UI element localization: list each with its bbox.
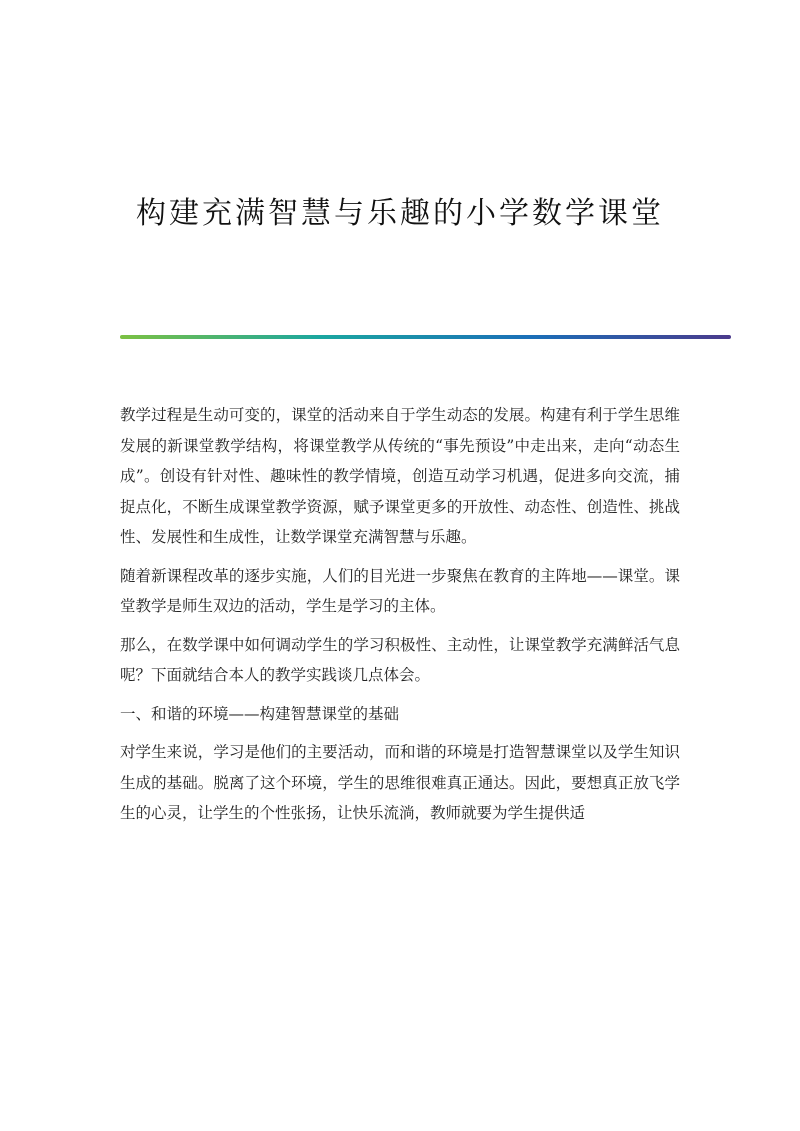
section-heading: 一、和谐的环境——构建智慧课堂的基础 [120, 704, 400, 723]
paragraph-question: 那么，在数学课中如何调动学生的学习积极性、主动性，让课堂教学充满鲜活气息呢？下面就结合本人的教学实践谈几点体会。 [120, 635, 680, 684]
document-title: 构建充满智慧与乐趣的小学数学课堂 [136, 196, 664, 231]
section-paragraph: 对学生来说，学习是他们的主要活动，而和谐的环境是打造智慧课堂以及学生知识生成的基础。脱离了这个环境，学生的思维很难真正通达。因此，要想真正放飞学生的心灵，让学生的个性张扬，让快乐流淌，教师就要为学生提供适 [120, 743, 680, 822]
title-divider [120, 335, 731, 339]
paragraph-curriculum-reform: 随着新课程改革的逐步实施，人们的目光进一步聚焦在教育的主阵地——课堂。课堂教学是师生双边的活动，学生是学习的主体。 [120, 566, 680, 615]
document-body [120, 400, 680, 837]
paragraph-intro: 教学过程是生动可变的，课堂的活动来自于学生动态的发展。构建有利于学生思维发展的新课堂教学结构，将课堂教学从传统的“事先预设”中走出来，走向“动态生成”。创设有针对性、趣味性的教学情境，创造互动学习机遇，促进多向交流，捕捉点化，不断生成课堂教学资源，赋予课堂更多的开放性、动态性、创造性、挑战性、发展性和生成性，让数学课堂充满智慧与乐趣。 [120, 406, 680, 546]
